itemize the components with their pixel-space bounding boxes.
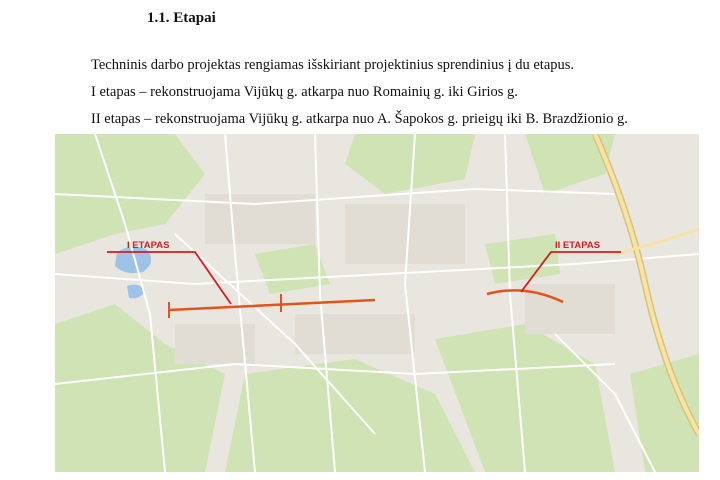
section-heading: 1.1. Etapai bbox=[147, 10, 216, 26]
stage-2-label: II ETAPAS bbox=[555, 240, 601, 251]
paragraph-stage-2: II etapas – rekonstruojama Vijūkų g. atkarpa nuo A. Šapokos g. prieigų iki B. Brazdžionio g. bbox=[91, 111, 628, 127]
paragraph-stage-1: I etapas – rekonstruojama Vijūkų g. atkarpa nuo Romainių g. iki Girios g. bbox=[91, 84, 518, 100]
stage-1-label: I ETAPAS bbox=[127, 240, 170, 251]
paragraph-intro: Techninis darbo projektas rengiamas išskiriant projektinius sprendinius į du etapus. bbox=[91, 57, 575, 73]
stages-map bbox=[55, 134, 699, 472]
